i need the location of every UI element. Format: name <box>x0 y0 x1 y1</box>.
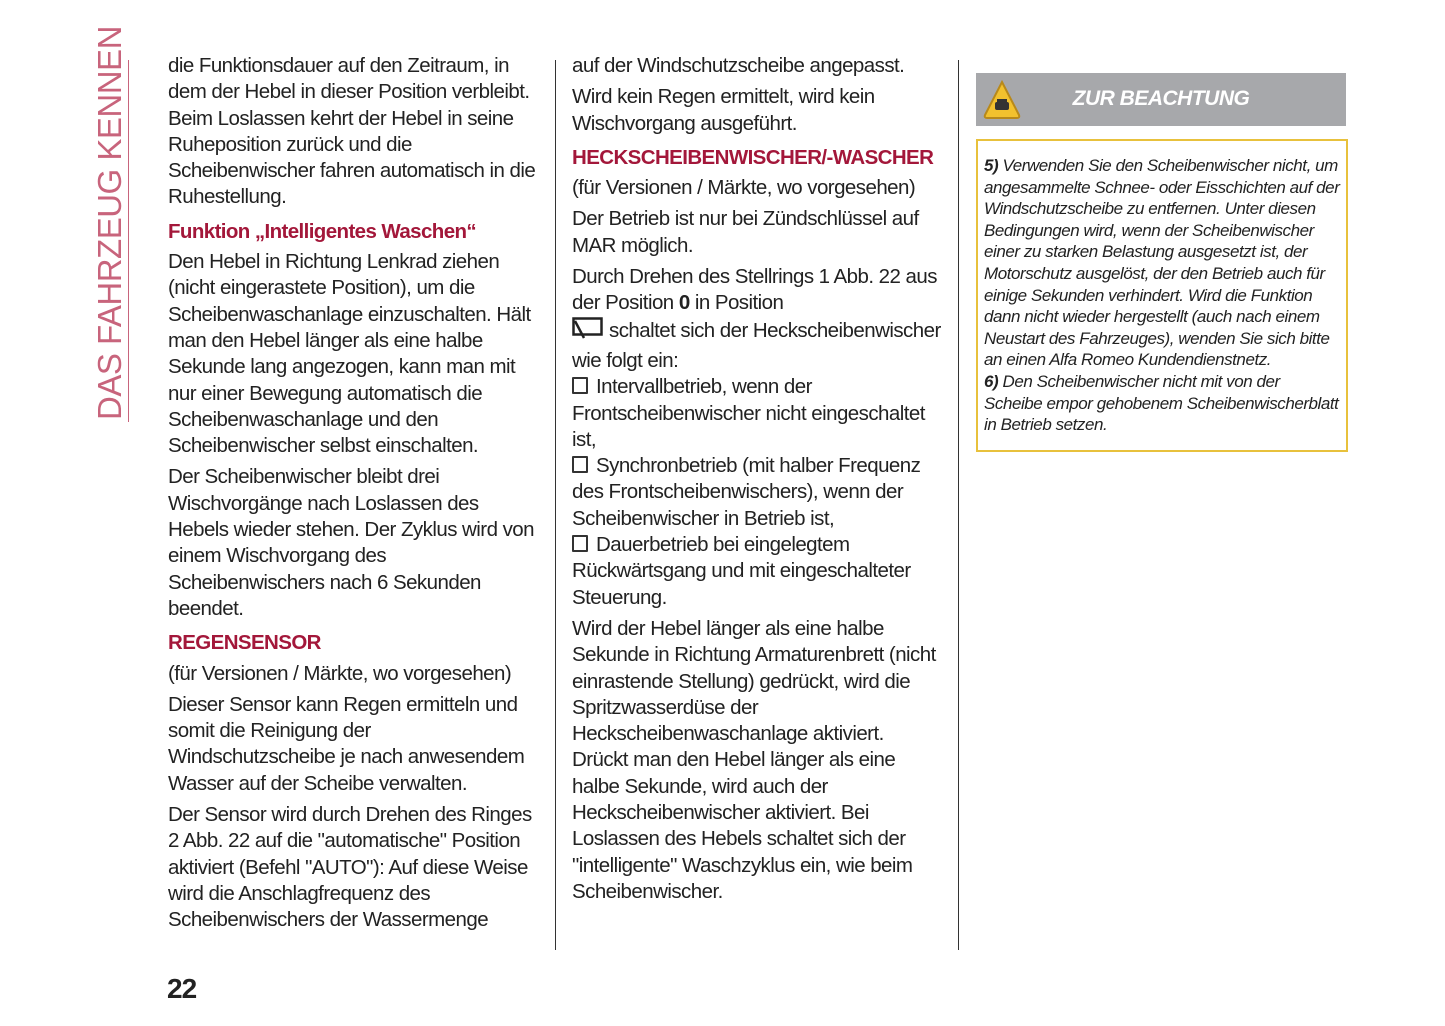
bullet-text: Synchronbetrieb (mit halber Frequenz des Frontscheibenwischers), wenn der Scheibenwischer in Betrieb ist, <box>572 454 921 530</box>
note-text: Den Scheibenwischer nicht mit von der Scheibe empor gehobenem Scheibenwischerblatt in Betrieb setzen. <box>984 371 1339 435</box>
text: schaltet sich der Heckscheibenwischer wie folgt ein: <box>572 318 941 372</box>
column-1 <box>168 53 543 939</box>
checkbox-bullet-icon <box>572 535 588 552</box>
heading-rain-sensor: REGENSENSOR <box>168 631 321 655</box>
column-divider <box>555 60 556 950</box>
paragraph: Den Hebel in Richtung Lenkrad ziehen (nicht eingerastete Position), um die Scheibenwaschanlage einzuschalten. Hält man den Hebel länger als eine halbe Sekunde lang angezogen, kann man mit nur einer Bewegung automatisch die Scheibenwaschanlage und den Scheibenwischer selbst einschalten. <box>168 250 531 458</box>
paragraph: Wird der Hebel länger als eine halbe Sekunde in Richtung Armaturenbrett (nicht einrastende Stellung) gedrückt, wird die Spritzwasserdüse der Heckscheibenwaschanlage aktiviert. Drückt man den Hebel länger als eine halbe Sekunde, wird auch der Heckscheibenwischer aktiviert. Bei Loslassen des Hebels schaltet sich der "intelligente" Waschzyklus ein, wie beim Scheibenwischer. <box>572 616 936 903</box>
bullet-item <box>572 532 942 611</box>
paragraph: Dieser Sensor kann Regen ermitteln und somit die Reinigung der Windschutzscheibe je nach anwesendem Wasser auf der Scheibe verwalten. <box>168 692 525 795</box>
rear-wiper-icon <box>572 317 603 348</box>
checkbox-bullet-icon <box>572 377 588 394</box>
checkbox-bullet-icon <box>572 456 588 473</box>
bullet-text: Dauerbetrieb bei eingelegtem Rückwärtsgang und mit eingeschalteter Steuerung. <box>572 533 911 609</box>
page-number: 22 <box>167 973 197 1004</box>
heading-rear-wiper: HECKSCHEIBENWISCHER/-WASCHER <box>572 145 934 169</box>
paragraph <box>572 264 942 374</box>
bullet-item <box>572 453 942 532</box>
paragraph: (für Versionen / Märkte, wo vorgesehen) <box>572 176 916 200</box>
note-number: 5) <box>984 156 999 175</box>
paragraph: Der Sensor wird durch Drehen des Ringes 2 Abb. 22 auf die "automatische" Position aktiviert (Befehl "AUTO"): Auf diese Weise wird die Anschlagfrequenz des Scheibenwischers der Wassermenge <box>168 803 532 932</box>
warning-note-6 <box>984 371 1340 436</box>
paragraph: Wird kein Regen ermittelt, wird kein Wischvorgang ausgeführt. <box>572 85 875 135</box>
side-title-rule <box>128 60 129 422</box>
warning-title: ZUR BEACHTUNG <box>1072 87 1250 110</box>
paragraph: (für Versionen / Märkte, wo vorgesehen) <box>168 661 512 685</box>
position-zero: 0 <box>678 291 690 315</box>
warning-note-5 <box>984 155 1340 371</box>
paragraph: Der Scheibenwischer bleibt drei Wischvorgänge nach Loslassen des Hebels wieder stehen. Der Zyklus wird von einem Wischvorgang des Scheibenwischers nach 6 Sekunden beendet. <box>168 465 534 620</box>
warning-header <box>976 73 1346 126</box>
warning-box <box>976 139 1348 452</box>
column-divider <box>958 60 959 950</box>
bullet-text: Intervallbetrieb, wenn der Frontscheibenwischer nicht eingeschaltet ist, <box>572 375 925 451</box>
text: Durch Drehen des Stellrings 1 Abb. 22 aus der Position <box>572 265 937 315</box>
paragraph: Der Betrieb ist nur bei Zündschlüssel auf MAR möglich. <box>572 207 919 257</box>
note-text: Verwenden Sie den Scheibenwischer nicht, um angesammelte Schnee- oder Eisschichten auf der Windschutzscheibe zu entfernen. Unter diesen Bedingungen wird, wenn der Scheibenwischer einer zu starken Belastung ausgesetzt ist, der Motorschutz ausgelöst, der den Betrieb auch für einige Sekunden verhindert. Wird die Funktion dann nicht wieder hergestellt (auch nach einem Neustart des Fahrzeuges), wenden Sie sich bitte an einen Alfa Romeo Kundendienstnetz. <box>984 156 1340 370</box>
column-2 <box>572 53 942 910</box>
bullet-item <box>572 374 942 453</box>
paragraph: auf der Windschutzscheibe angepasst. <box>572 54 905 77</box>
heading-intelligent-wash: Funktion „Intelligentes Waschen“ <box>168 219 477 243</box>
note-number: 6) <box>984 371 999 391</box>
paragraph: die Funktionsdauer auf den Zeitraum, in dem der Hebel in dieser Position verbleibt. Beim Loslassen kehrt der Hebel in seine Ruheposition zurück und die Scheibenwischer fahren automatisch in die Ruhestellung. <box>168 54 536 209</box>
text: in Position <box>689 291 784 315</box>
section-side-title: DAS FAHRZEUG KENNEN <box>91 26 128 420</box>
